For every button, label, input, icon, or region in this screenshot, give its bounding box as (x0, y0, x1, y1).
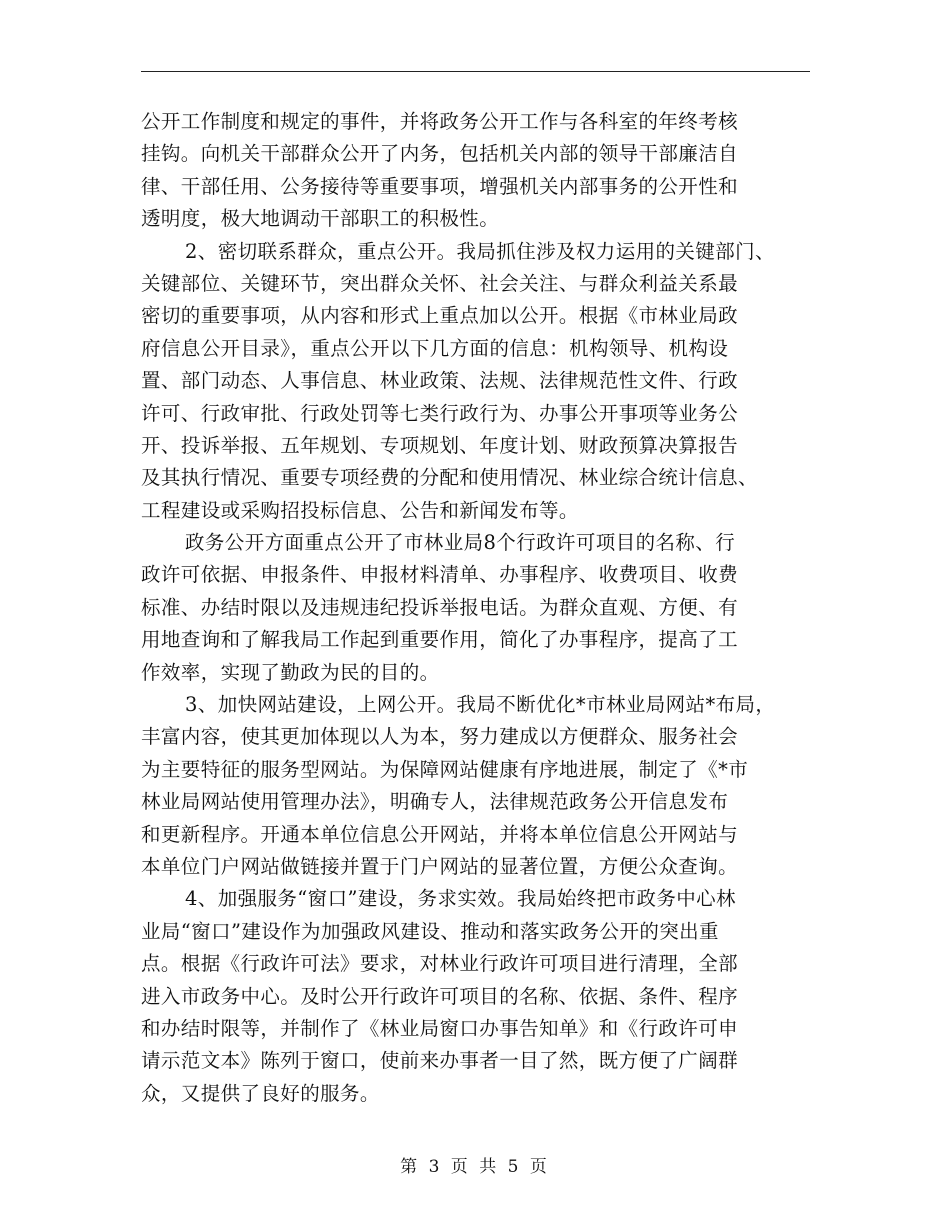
paragraph-start-line: 2、密切联系群众，重点公开。我局抓住涉及权力运用的关键部门、 (185, 239, 775, 263)
text-line: 府信息公开目录》，重点公开以下几方面的信息：机构领导、机构设 (141, 336, 729, 360)
text-line: 透明度，极大地调动干部职工的积极性。 (141, 207, 500, 231)
text-line: 许可、行政审批、行政处罚等七类行政行为、办事公开事项等业务公 (141, 401, 739, 425)
text-line: 和更新程序。开通本单位信息公开网站，并将本单位信息公开网站与 (141, 822, 739, 846)
text-line: 丰富内容，使其更加体现以人为本，努力建成以方便群众、服务社会 (141, 725, 739, 749)
text-line: 作效率，实现了勤政为民的目的。 (141, 660, 440, 684)
paragraph-start-line: 3、加快网站建设，上网公开。我局不断优化*市林业局网站*布局， (185, 693, 776, 717)
text-line: 密切的重要事项，从内容和形式上重点加以公开。根据《市林业局政 (141, 304, 739, 328)
header-rule (141, 71, 810, 72)
text-line: 政许可依据、申报条件、申报材料清单、办事程序、收费项目、收费 (141, 563, 739, 587)
text-line: 和办结时限等，并制作了《林业局窗口办事告知单》和《行政许可申 (141, 1016, 739, 1040)
text-line: 律、干部任用、公务接待等重要事项，增强机关内部事务的公开性和 (141, 174, 739, 198)
text-line: 置、部门动态、人事信息、林业政策、法规、法律规范性文件、行政 (141, 369, 739, 393)
paragraph-start-line: 4、加强服务“窗口”建设，务求实效。我局始终把市政务中心林 (185, 887, 736, 911)
text-line: 本单位门户网站做链接并置于门户网站的显著位置，方便公众查询。 (141, 854, 739, 878)
text-line: 点。根据《行政许可法》要求，对林业行政许可项目进行清理，全部 (141, 952, 739, 976)
document-body (141, 106, 831, 1110)
text-line: 工程建设或采购招投标信息、公告和新闻发布等。 (141, 498, 579, 522)
text-line: 标准、办结时限以及违规违纪投诉举报电话。为群众直观、方便、有 (141, 595, 739, 619)
text-line: 林业局网站使用管理办法》，明确专人，法律规范政务公开信息发布 (141, 790, 729, 814)
text-line: 及其执行情况、重要专项经费的分配和使用情况、林业综合统计信息、 (141, 466, 758, 490)
text-line: 关键部位、关键环节，突出群众关怀、社会关注、与群众利益关系最 (141, 271, 739, 295)
text-line: 众，又提供了良好的服务。 (141, 1081, 380, 1105)
text-line: 为主要特征的服务型网站。为保障网站健康有序地进展，制定了《*市 (141, 757, 749, 781)
text-line: 进入市政务中心。及时公开行政许可项目的名称、依据、条件、程序 (141, 984, 739, 1008)
paragraph-start-line: 政务公开方面重点公开了市林业局8个行政许可项目的名称、行 (185, 531, 736, 555)
text-line: 开、投诉举报、五年规划、专项规划、年度计划、财政预算决算报告 (141, 433, 739, 457)
text-line: 业局“窗口”建设作为加强政风建设、推动和落实政务公开的突出重 (141, 919, 719, 943)
text-line: 公开工作制度和规定的事件，并将政务公开工作与各科室的年终考核 (141, 110, 739, 133)
page-number-footer: 第 3 页 共 5 页 (400, 1157, 550, 1177)
text-line: 用地查询和了解我局工作起到重要作用，简化了办事程序，提高了工 (141, 628, 739, 652)
text-line: 挂钩。向机关干部群众公开了内务，包括机关内部的领导干部廉洁自 (141, 142, 739, 166)
text-line: 请示范文本》陈列于窗口，使前来办事者一目了然，既方便了广阔群 (141, 1049, 739, 1073)
